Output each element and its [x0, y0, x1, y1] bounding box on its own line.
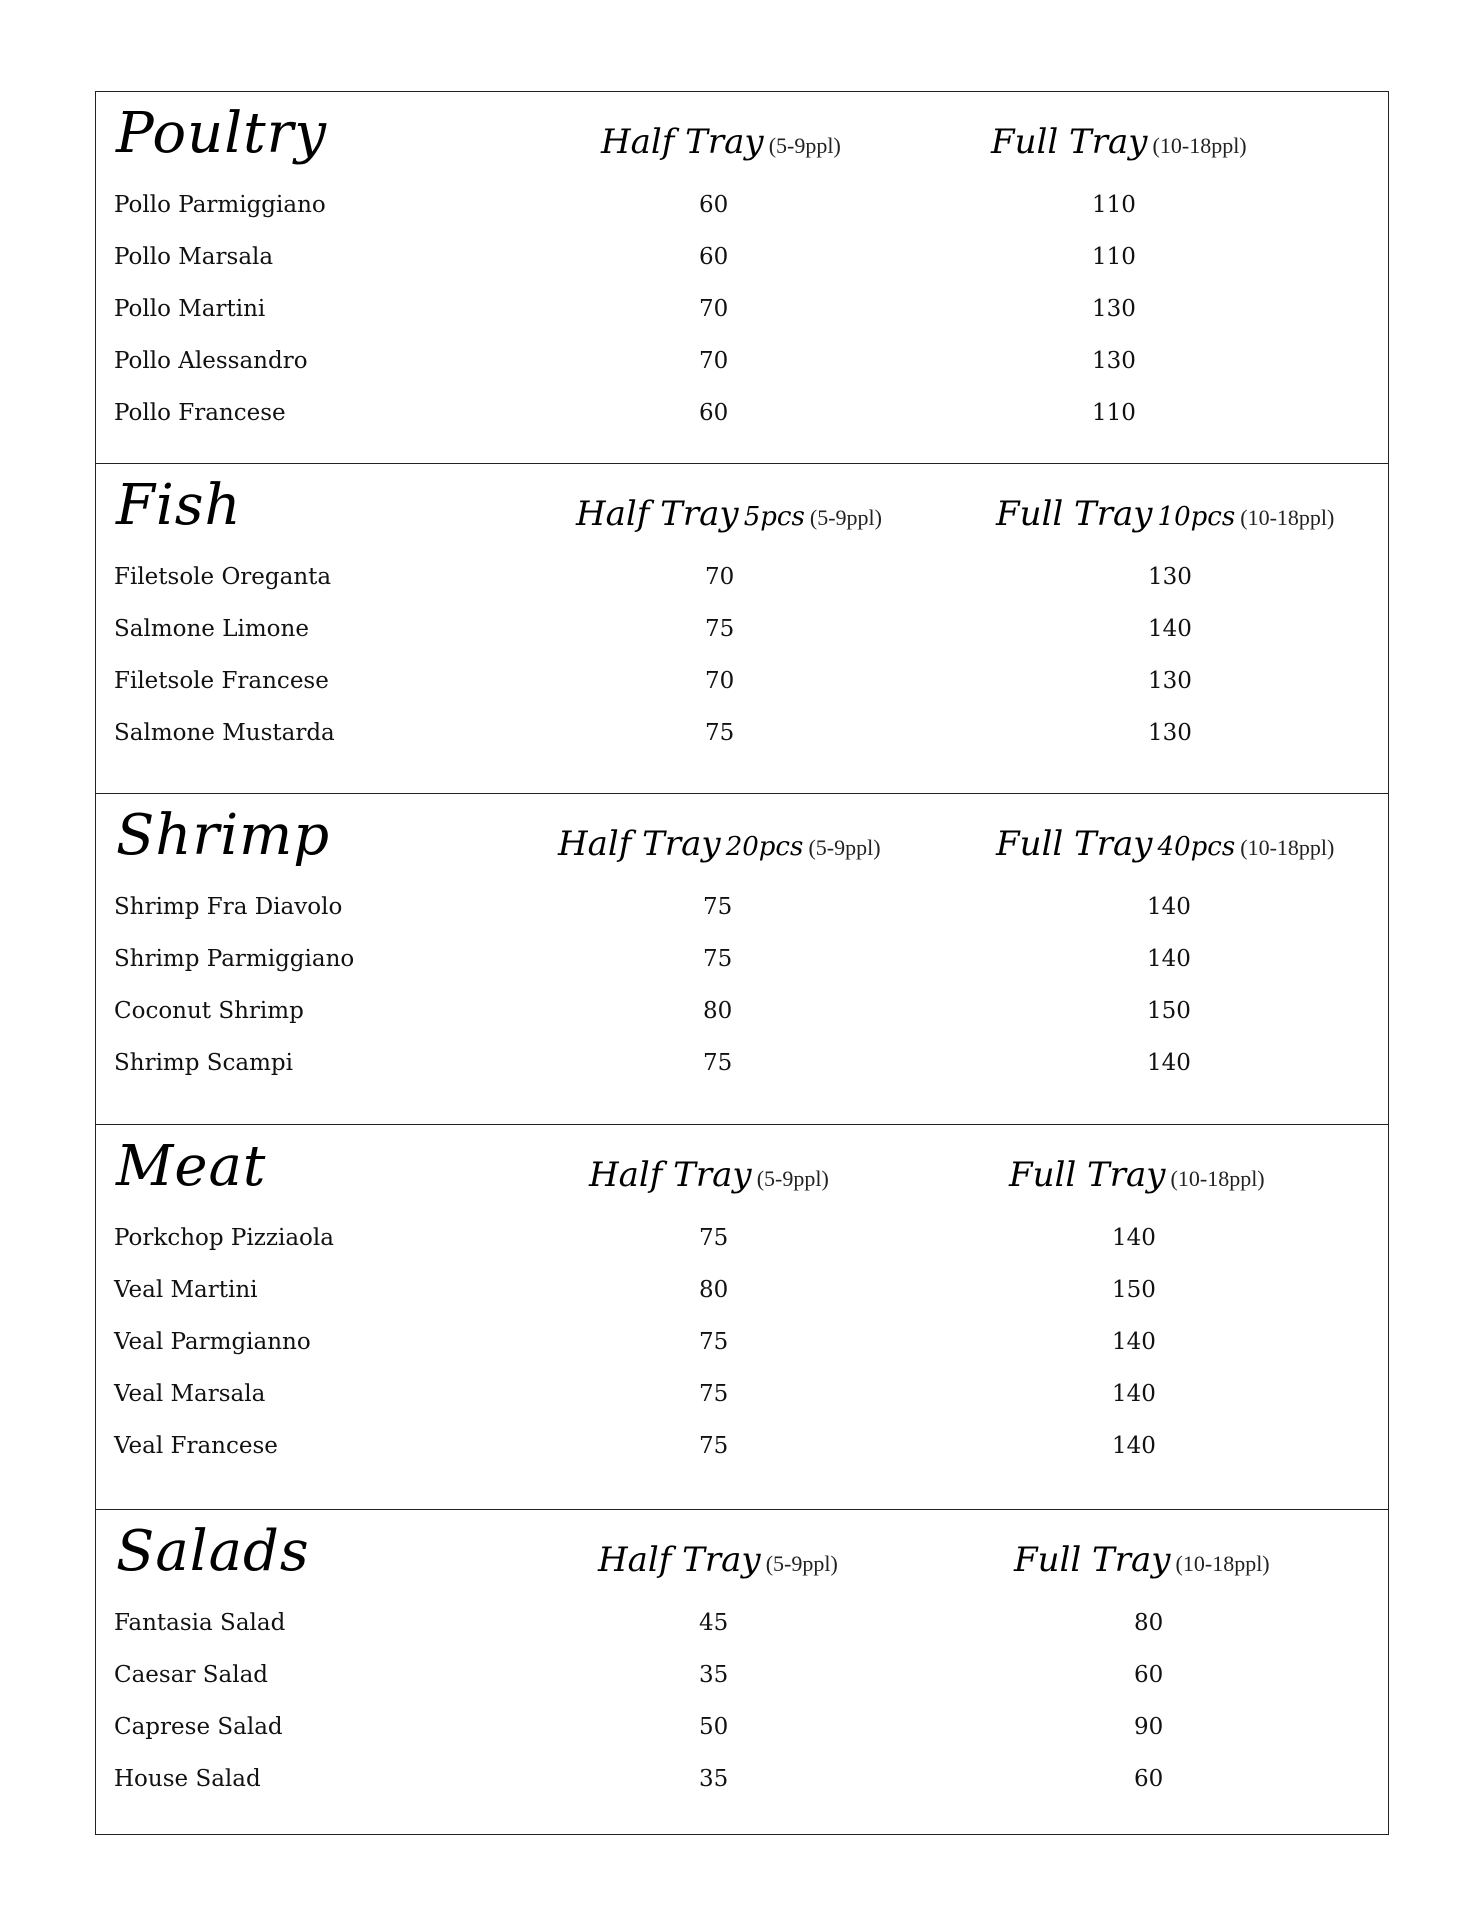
- menu-item-row: [96, 1711, 1388, 1743]
- menu-item-row: [96, 293, 1388, 325]
- full-tray-header: [996, 494, 1334, 534]
- half-tray-price: 75: [699, 1433, 729, 1459]
- menu-item-row: [96, 943, 1388, 975]
- full-tray-pieces: 10pcs: [1157, 502, 1236, 532]
- half-tray-label: Half Tray: [558, 824, 721, 864]
- half-tray-servings: (5-9ppl): [809, 505, 882, 530]
- full-tray-price: 60: [1134, 1766, 1164, 1792]
- half-tray-price: 75: [703, 894, 733, 920]
- full-tray-header: [996, 824, 1334, 864]
- full-tray-servings: (10-18ppl): [1240, 835, 1335, 860]
- full-tray-price: 140: [1112, 1433, 1156, 1459]
- full-tray-price: 140: [1147, 1050, 1191, 1076]
- full-tray-price: 110: [1092, 400, 1136, 426]
- half-tray-header: [576, 494, 882, 534]
- menu-item-row: [96, 1607, 1388, 1639]
- menu-item-row: [96, 1430, 1388, 1462]
- menu-item-row: [96, 717, 1388, 749]
- dish-name: Veal Parmgianno: [114, 1329, 311, 1355]
- dish-name: Shrimp Scampi: [114, 1050, 294, 1076]
- full-tray-price: 140: [1147, 946, 1191, 972]
- dish-name: Pollo Martini: [114, 296, 266, 322]
- dish-name: Coconut Shrimp: [114, 998, 304, 1024]
- section-title: Fish: [116, 473, 242, 538]
- full-tray-price: 110: [1092, 192, 1136, 218]
- dish-name: Fantasia Salad: [114, 1610, 286, 1636]
- dish-name: Veal Martini: [114, 1277, 258, 1303]
- half-tray-servings: (5-9ppl): [768, 133, 841, 158]
- menu-item-row: [96, 397, 1388, 429]
- half-tray-price: 70: [705, 564, 735, 590]
- half-tray-price: 60: [699, 192, 729, 218]
- full-tray-price: 150: [1112, 1277, 1156, 1303]
- dish-name: Veal Francese: [114, 1433, 278, 1459]
- dish-name: Pollo Marsala: [114, 244, 274, 270]
- full-tray-label: Full Tray: [1014, 1540, 1171, 1580]
- menu-item-row: [96, 1222, 1388, 1254]
- half-tray-label: Half Tray: [598, 1540, 761, 1580]
- full-tray-servings: (10-18ppl): [1152, 133, 1247, 158]
- half-tray-price: 75: [705, 720, 735, 746]
- dish-name: House Salad: [114, 1766, 261, 1792]
- half-tray-pieces: 5pcs: [743, 502, 805, 532]
- menu-item-row: [96, 345, 1388, 377]
- section-poultry: [96, 92, 1388, 463]
- menu-item-row: [96, 1659, 1388, 1691]
- half-tray-servings: (5-9ppl): [756, 1166, 829, 1191]
- half-tray-price: 70: [699, 296, 729, 322]
- half-tray-price: 75: [699, 1381, 729, 1407]
- menu-item-row: [96, 1763, 1388, 1795]
- section-shrimp: [96, 793, 1388, 1124]
- menu-item-row: [96, 665, 1388, 697]
- full-tray-price: 80: [1134, 1610, 1164, 1636]
- menu-item-row: [96, 241, 1388, 273]
- full-tray-price: 130: [1092, 296, 1136, 322]
- menu-item-row: [96, 1047, 1388, 1079]
- full-tray-price: 140: [1112, 1329, 1156, 1355]
- half-tray-price: 35: [699, 1766, 729, 1792]
- full-tray-price: 140: [1147, 894, 1191, 920]
- half-tray-price: 70: [699, 348, 729, 374]
- menu-item-row: [96, 561, 1388, 593]
- dish-name: Salmone Limone: [114, 616, 309, 642]
- half-tray-price: 60: [699, 400, 729, 426]
- dish-name: Pollo Parmiggiano: [114, 192, 326, 218]
- full-tray-pieces: 40pcs: [1157, 832, 1236, 862]
- menu-item-row: [96, 189, 1388, 221]
- half-tray-price: 75: [703, 946, 733, 972]
- dish-name: Caesar Salad: [114, 1662, 269, 1688]
- half-tray-price: 45: [699, 1610, 729, 1636]
- dish-name: Caprese Salad: [114, 1714, 283, 1740]
- half-tray-price: 75: [705, 616, 735, 642]
- full-tray-price: 130: [1148, 668, 1192, 694]
- full-tray-header: [1014, 1540, 1270, 1580]
- half-tray-price: 70: [705, 668, 735, 694]
- half-tray-price: 80: [699, 1277, 729, 1303]
- full-tray-servings: (10-18ppl): [1170, 1166, 1265, 1191]
- half-tray-price: 60: [699, 244, 729, 270]
- section-title: Poultry: [116, 101, 328, 166]
- section-title: Meat: [116, 1134, 267, 1199]
- full-tray-label: Full Tray: [996, 824, 1153, 864]
- half-tray-price: 75: [703, 1050, 733, 1076]
- half-tray-label: Half Tray: [601, 122, 764, 162]
- half-tray-header: [558, 824, 881, 864]
- section-title: Shrimp: [116, 803, 331, 868]
- dish-name: Filetsole Oreganta: [114, 564, 332, 590]
- half-tray-label: Half Tray: [589, 1155, 752, 1195]
- half-tray-header: [598, 1540, 838, 1580]
- half-tray-header: [601, 122, 841, 162]
- full-tray-price: 110: [1092, 244, 1136, 270]
- full-tray-price: 140: [1112, 1225, 1156, 1251]
- section-salads: [96, 1509, 1388, 1834]
- half-tray-price: 80: [703, 998, 733, 1024]
- half-tray-price: 50: [699, 1714, 729, 1740]
- half-tray-servings: (5-9ppl): [808, 835, 881, 860]
- dish-name: Shrimp Parmiggiano: [114, 946, 355, 972]
- menu-item-row: [96, 1326, 1388, 1358]
- dish-name: Pollo Alessandro: [114, 348, 308, 374]
- dish-name: Salmone Mustarda: [114, 720, 335, 746]
- full-tray-label: Full Tray: [996, 494, 1153, 534]
- full-tray-price: 130: [1148, 564, 1192, 590]
- dish-name: Filetsole Francese: [114, 668, 329, 694]
- full-tray-price: 140: [1148, 616, 1192, 642]
- section-fish: [96, 463, 1388, 793]
- full-tray-header: [991, 122, 1247, 162]
- dish-name: Porkchop Pizziaola: [114, 1225, 334, 1251]
- dish-name: Shrimp Fra Diavolo: [114, 894, 343, 920]
- menu-item-row: [96, 995, 1388, 1027]
- full-tray-header: [1009, 1155, 1265, 1195]
- dish-name: Pollo Francese: [114, 400, 286, 426]
- full-tray-price: 60: [1134, 1662, 1164, 1688]
- half-tray-price: 75: [699, 1329, 729, 1355]
- full-tray-price: 140: [1112, 1381, 1156, 1407]
- menu-item-row: [96, 613, 1388, 645]
- half-tray-price: 75: [699, 1225, 729, 1251]
- full-tray-price: 90: [1134, 1714, 1164, 1740]
- half-tray-pieces: 20pcs: [725, 832, 804, 862]
- full-tray-label: Full Tray: [1009, 1155, 1166, 1195]
- full-tray-servings: (10-18ppl): [1175, 1551, 1270, 1576]
- full-tray-price: 150: [1147, 998, 1191, 1024]
- full-tray-price: 130: [1092, 348, 1136, 374]
- menu-item-row: [96, 1378, 1388, 1410]
- section-meat: [96, 1124, 1388, 1509]
- menu-item-row: [96, 891, 1388, 923]
- full-tray-label: Full Tray: [991, 122, 1148, 162]
- full-tray-servings: (10-18ppl): [1240, 505, 1335, 530]
- full-tray-price: 130: [1148, 720, 1192, 746]
- half-tray-header: [589, 1155, 829, 1195]
- half-tray-label: Half Tray: [576, 494, 739, 534]
- half-tray-price: 35: [699, 1662, 729, 1688]
- half-tray-servings: (5-9ppl): [765, 1551, 838, 1576]
- dish-name: Veal Marsala: [114, 1381, 266, 1407]
- menu-table: [95, 91, 1389, 1835]
- menu-item-row: [96, 1274, 1388, 1306]
- section-title: Salads: [116, 1519, 310, 1584]
